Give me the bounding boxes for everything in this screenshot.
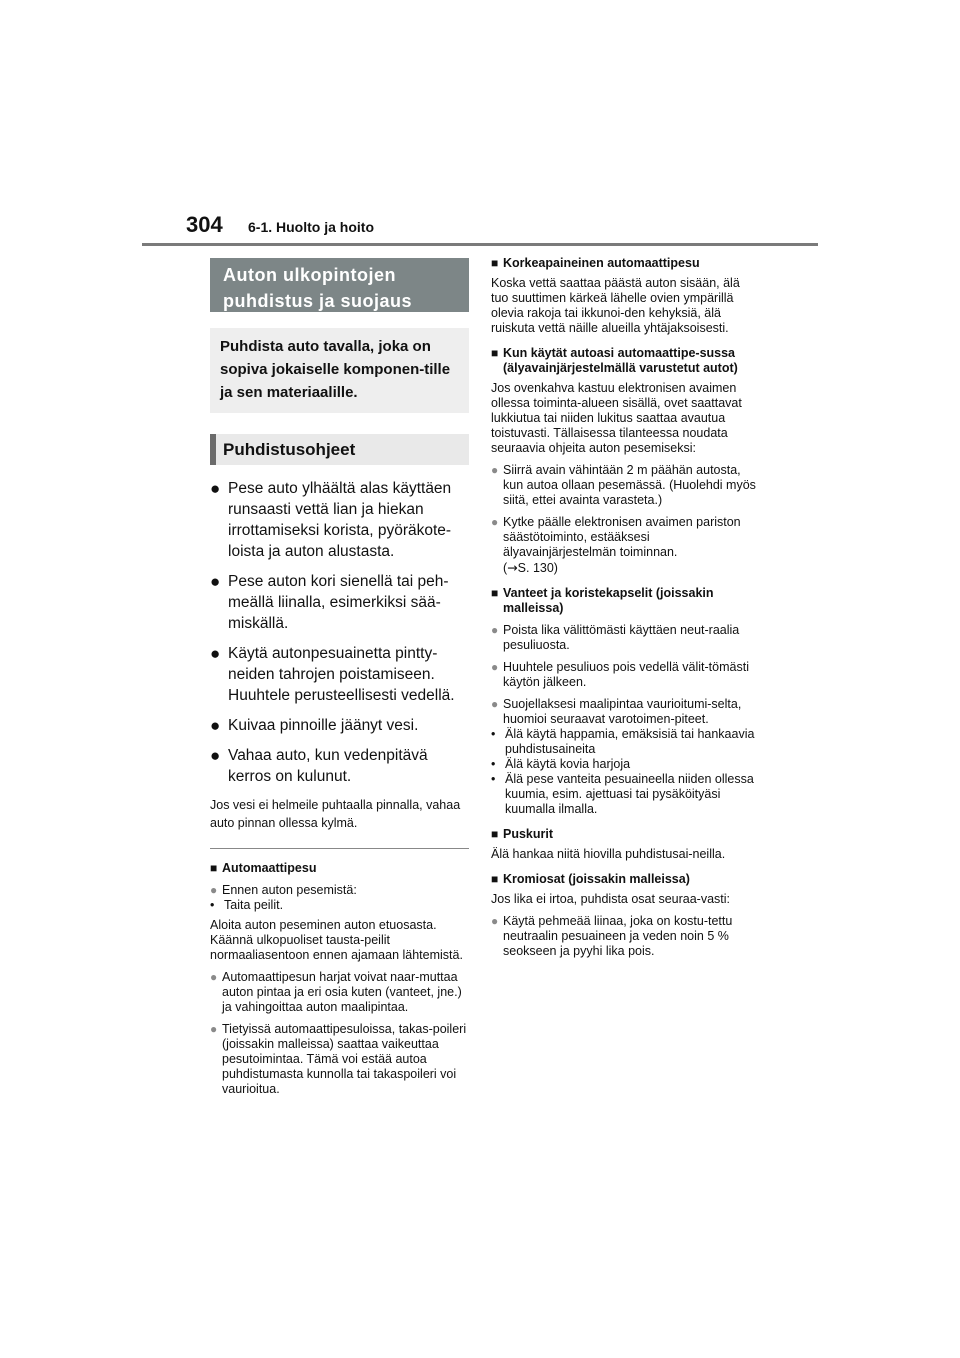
sub-list-item: • Älä pese vanteita pesuaineella niiden ollessa kuumia, esim. ajettuasi tai pysäköityäsi kuumalla ilmalla. [491,772,754,816]
wax-note: Jos vesi ei helmeile puhtaalla pinnalla, vahaa auto pinnan ollessa kylmä. [210,798,461,830]
intro-box: Puhdista auto tavalla, joka on sopiva jokaiselle komponen-tille ja sen materiaalille. [210,328,469,413]
square-bullet-icon: ■ [491,256,499,270]
list-item: ● Huuhtele pesuliuos pois vedellä välit-tömästi käytön jälkeen. [491,660,749,689]
circle-bullet-icon: ● [210,1022,218,1036]
cleaning-instructions-heading [210,434,469,465]
sub-list-item: • Älä käytä happamia, emäksisiä tai hankaavia puhdistusaineita [491,727,755,756]
list-item: ● Suojellaksesi maalipintaa vaurioitumi-selta, huomioi seuraavat varotoimen-piteet. • Älä käytä happamia, emäksisiä tai hankaavia puhdistusaineita • Älä käytä kovia harjoja • Älä pese vanteita pesuaineella niiden ollessa kuumia, esim. ajettuasi tai pysäköityäsi kuumalla ilmalla. [491,697,757,817]
bullet-icon: ● [210,716,221,735]
left-column [210,258,469,1097]
list-item: ● Ennen auton pesemistä: • Taita peilit. [210,883,469,913]
smart-key-heading: ■ Kun käytät autoasi automaattipe-sussa (älyavainjärjestelmällä varustetut autot) [491,346,738,375]
arrow-right-icon: → [507,560,518,575]
high-pressure-heading: ■ Korkeapaineinen automaattipesu [491,256,700,270]
page-number: 304 [186,212,223,237]
sub-list-item: • Älä käytä kovia harjoja [491,757,631,771]
square-bullet-icon: ■ [210,861,218,875]
list-item: ● Tietyissä automaattipesuloissa, takas-poileri (joissakin malleissa) saattaa vaikeuttaa pesutoimintaa. Tämä voi estää autoa puhdistumasta kunnolla tai takaspoileri voi vaurioitua. [210,1022,467,1096]
list-item: ● Poista lika välittömästi käyttäen neut-raalia pesuliuosta. [491,623,740,652]
auto-wash-heading: ■ Automaattipesu [210,861,317,875]
auto-wash-text: Aloita auton peseminen auton etuosasta. Käännä ulkopuoliset tausta-peilit normaaliasentoon ennen ajamaan lähtemistä. [210,918,463,962]
circle-bullet-icon: ● [491,697,499,711]
circle-bullet-icon: ● [491,623,499,637]
circle-bullet-icon: ● [491,914,499,928]
list-item: ● Pese auton kori sienellä tai peh-meällä liinalla, esimerkiksi sää-miskällä. [210,572,449,632]
wheels-heading: ■ Vanteet ja koristekapselit (joissakin malleissa) [491,586,714,615]
heading-text: Puhdistusohjeet [223,440,356,459]
instruction-list [210,478,469,787]
list-item: ● Kuivaa pinnoille jäänyt vesi. [210,716,419,735]
bullet-icon: ● [210,479,221,498]
circle-bullet-icon: ● [491,463,499,477]
bullet-icon: ● [210,644,221,663]
high-pressure-text: Koska vettä saattaa päästä auton sisään, älä tuo suuttimen kärkeä lähelle ovien ympärillä olevia rakoja tai ikkunoi-den kehyksiä, älä ruiskuta vettä näille alueilla yhtäjaksoisesti. [491,276,740,335]
smart-key-text: Jos ovenkahva kastuu elektronisen avaimen ollessa toiminta-alueen sisällä, ovet saattavat lukkiutua tai niiden lukitus saattaa avautua toistuvasti. Tällaisessa tilanteessa noudata seuraavia ohjeita auton pesemiseksi: [491,381,742,455]
square-bullet-icon: ■ [491,827,499,841]
list-item: ● Käytä pehmeää liinaa, joka on kostu-tettu neutraalin pesuaineen ja veden noin 5 % seokseen ja pyyhi lika pois. [491,914,733,958]
square-bullet-icon: ■ [491,586,499,600]
header-rule [142,243,818,246]
chrome-heading: ■ Kromiosat (joissakin malleissa) [491,872,690,886]
section-title: 6-1. Huolto ja hoito [248,219,374,235]
section-divider [210,848,469,849]
list-item: ● Kytke päälle elektronisen avaimen pariston säästötoiminto, estääksesi älyavainjärjestelmän toiminnan. (→S. 130) [491,515,741,575]
page-reference[interactable]: S. 130) [517,561,558,575]
circle-bullet-icon: ● [491,660,499,674]
list-item: ● Siirrä avain vähintään 2 m päähän autosta, kun autoa ollaan pesemässä. (Huolehdi myös siitä, ettei avainta varasteta.) [491,463,756,507]
bullet-icon: ● [210,746,221,765]
bumpers-text: Älä hankaa niitä hiovilla puhdistusai-neilla. [491,847,726,861]
right-column [491,256,757,959]
list-item: ● Pese auto ylhäältä alas käyttäen runsaasti vettä lian ja hiekan irrottamiseksi korista, pyöräkote-loista ja auton alustasta. [210,479,452,560]
sub-list-item: • Taita peilit. [210,898,284,912]
chapter-title: Auton ulkopintojen puhdistus ja suojaus [210,258,469,312]
circle-bullet-icon: ● [210,883,218,897]
square-bullet-icon: ■ [491,872,499,886]
circle-bullet-icon: ● [491,515,499,529]
chrome-text: Jos lika ei irtoa, puhdista osat seuraa-vasti: [491,892,731,906]
bumpers-heading: ■ Puskurit [491,827,554,841]
list-item: ● Vahaa auto, kun vedenpitävä kerros on kulunut. [210,746,428,785]
list-item: ● Käytä autonpesuainetta pintty-neiden tahrojen poistamiseen. Huuhtele perusteellisesti vedellä. [210,644,455,704]
list-item: ● Automaattipesun harjat voivat naar-muttaa auton pintaa ja eri osia kuten (vanteet, jne.) ja vahingoittaa auton maalipintaa. [210,970,462,1014]
bullet-icon: ● [210,572,221,591]
circle-bullet-icon: ● [210,970,218,984]
square-bullet-icon: ■ [491,346,499,360]
